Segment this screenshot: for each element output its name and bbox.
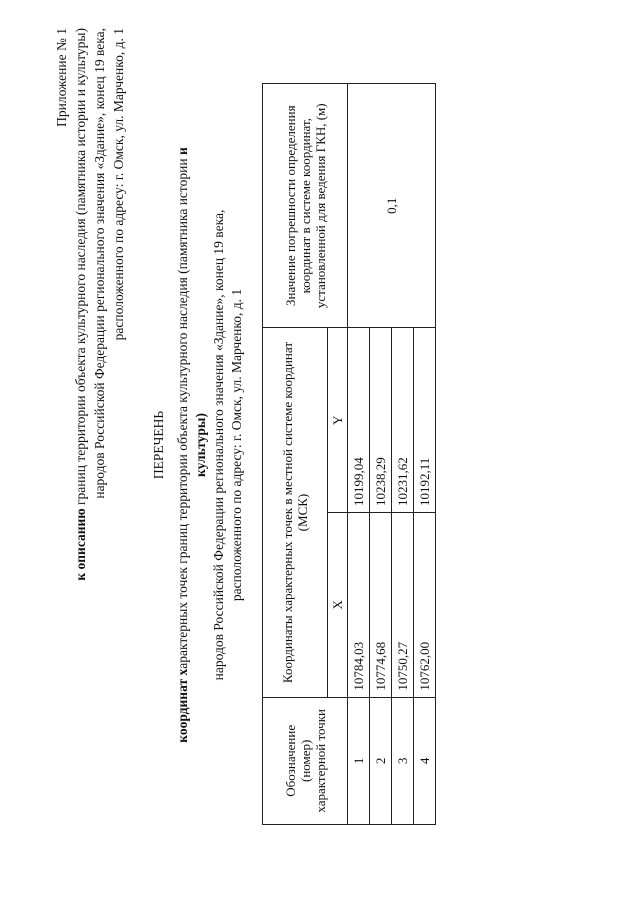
document-heading (150, 135, 246, 755)
x-value: 10784,03 (348, 513, 370, 698)
point-number: 2 (370, 697, 392, 824)
appendix-bold-prefix: к описанию (73, 508, 88, 581)
x-value: 10762,00 (414, 513, 436, 698)
point-number: 3 (392, 697, 414, 824)
y-value: 10231,62 (392, 328, 414, 513)
appendix-line-2-text: границ территории объекта культурного наследия (памятника истории и культуры) (73, 28, 88, 509)
accuracy-header: Значение погрешности определения координат в системе координат, установленной для ведения ГКН, (м) (263, 84, 348, 328)
coordinates-header: Координаты характерных точек в местной системе координат (МСК) (263, 328, 328, 697)
x-value: 10750,27 (392, 513, 414, 698)
table-row (348, 84, 370, 825)
heading-bold-b: и культуры) (175, 147, 208, 477)
heading-line-3: расположенного по адресу: г. Омск, ул. Марченко, д. 1 (229, 288, 244, 602)
accuracy-value: 0,1 (348, 84, 436, 328)
appendix-line-2 (71, 28, 90, 708)
appendix-number: Приложение № 1 (54, 28, 69, 127)
point-number-header: Обозначение (номер) характерной точки (263, 697, 348, 824)
x-header: X (328, 513, 348, 698)
point-number: 1 (348, 697, 370, 824)
heading-line-1 (174, 135, 210, 755)
y-value: 10192,11 (414, 328, 436, 513)
heading-line-2: народов Российской Федерации регионального значения «Здание», конец 19 века, (211, 209, 226, 681)
y-value: 10199,04 (348, 328, 370, 513)
appendix-header (52, 28, 128, 708)
x-value: 10774,68 (370, 513, 392, 698)
heading-line-1-text: арактерных точек границ территории объекта культурного наследия (памятника истории (175, 155, 190, 669)
y-value: 10238,29 (370, 328, 392, 513)
table-header-row (263, 84, 328, 825)
coordinates-table (262, 83, 436, 825)
heading-bold-a: координат х (175, 668, 190, 743)
heading-title: ПЕРЕЧЕНЬ (151, 410, 166, 480)
point-number: 4 (414, 697, 436, 824)
y-header: Y (328, 328, 348, 513)
appendix-line-4: расположенного по адресу: г. Омск, ул. Марченко, д. 1 (111, 28, 126, 341)
appendix-line-3: народов Российской Федерации регионального значения «Здание», конец 19 века, (92, 28, 107, 499)
